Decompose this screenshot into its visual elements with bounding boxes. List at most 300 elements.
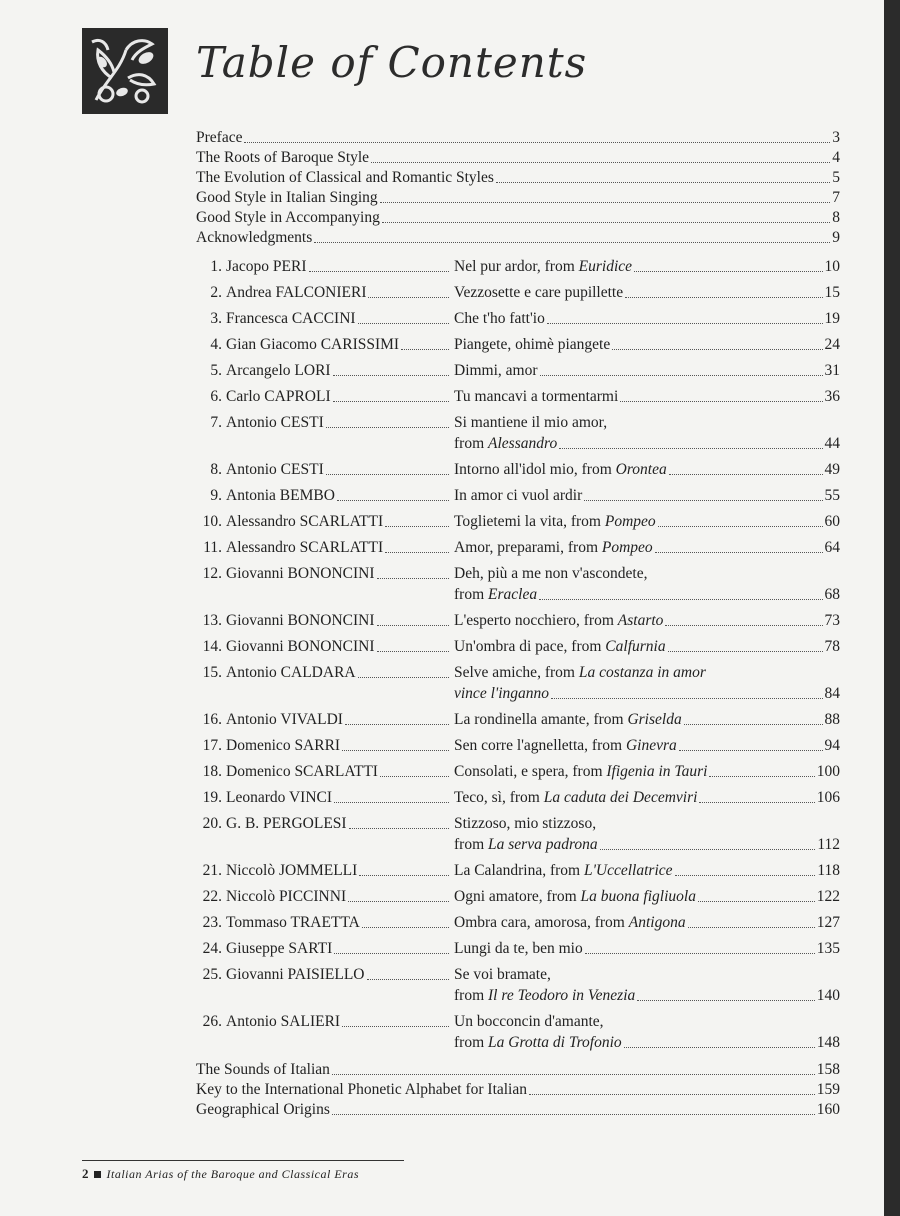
aria-page: 60: [824, 513, 840, 530]
aria-work-line: [454, 1032, 840, 1053]
aria-title: [454, 683, 549, 704]
aria-number: 21.: [202, 862, 222, 879]
aria-entry: [196, 787, 840, 808]
dot-leader: [337, 500, 449, 501]
aria-work: [454, 636, 840, 657]
dot-leader: [551, 698, 823, 699]
composer-name: Alessandro SCARLATTI: [226, 513, 384, 530]
aria-work-line: [454, 386, 840, 407]
aria-composer: [226, 761, 451, 782]
dot-leader: [358, 323, 449, 324]
dot-leader: [709, 776, 814, 777]
aria-title: [454, 610, 663, 631]
aria-work: [454, 662, 840, 704]
aria-work-line: [454, 282, 840, 303]
aria-work-line: [454, 610, 840, 631]
aria-page: 106: [816, 789, 840, 806]
dot-leader: [314, 242, 830, 243]
dot-leader: [401, 349, 449, 350]
aria-work-line: [454, 683, 840, 704]
aria-title: [454, 886, 696, 907]
aria-work-line: [454, 860, 840, 881]
dot-leader: [332, 1114, 815, 1115]
aria-number: 16.: [202, 711, 222, 728]
aria-work-line: [454, 735, 840, 756]
aria-composer: [226, 709, 451, 730]
aria-composer: [226, 360, 451, 381]
aria-title-text: from: [454, 987, 489, 1004]
aria-number: 11.: [203, 539, 222, 556]
aria-composer: [226, 938, 451, 959]
dot-leader: [333, 375, 449, 376]
aria-title-text: Un bocconcin d'amante,: [454, 1013, 604, 1030]
toc-entry-page: 3: [832, 129, 840, 146]
toc-entry-title: Good Style in Accompanying: [196, 209, 380, 226]
composer-name: Antonio CALDARA: [226, 664, 356, 681]
dot-leader: [529, 1094, 815, 1095]
opera-title: La buona figliuola: [580, 888, 696, 905]
dot-leader: [585, 953, 815, 954]
page-footer: [82, 1166, 359, 1182]
aria-composer: [226, 256, 451, 277]
aria-work: [454, 459, 840, 480]
aria-composer: [226, 610, 451, 631]
composer-name: Arcangelo LORI: [226, 362, 331, 379]
aria-title-text: Tu mancavi a tormentarmi: [454, 388, 619, 405]
aria-number: 1.: [210, 258, 222, 275]
aria-work-line: [454, 985, 840, 1006]
aria-work-line: [454, 433, 840, 454]
aria-title: [454, 485, 582, 506]
aria-number: 12.: [202, 565, 222, 582]
dot-leader: [367, 979, 450, 980]
dot-leader: [688, 927, 815, 928]
opera-title: Antigona: [628, 914, 686, 931]
aria-number: 8.: [210, 461, 222, 478]
dot-leader: [349, 828, 449, 829]
aria-work-line: [454, 412, 840, 433]
aria-page: 73: [824, 612, 840, 629]
opera-title: La caduta dei Decemviri: [543, 789, 698, 806]
toc-entry-page: 7: [832, 189, 840, 206]
composer-name: G. B. PERGOLESI: [226, 815, 347, 832]
dot-leader: [668, 651, 823, 652]
aria-composer: [226, 485, 451, 506]
aria-work-line: [454, 912, 840, 933]
composer-name: Antonio VIVALDI: [226, 711, 343, 728]
toc-entry-title: Good Style in Italian Singing: [196, 189, 378, 206]
aria-title-text: from: [454, 435, 489, 452]
aria-work: [454, 412, 840, 454]
opera-title: Astarto: [617, 612, 664, 629]
aria-page: 84: [824, 685, 840, 702]
aria-entry: [196, 886, 840, 907]
aria-work: [454, 386, 840, 407]
aria-title-text: Lungi da te, ben mio: [454, 940, 583, 957]
aria-entry: [196, 964, 840, 1006]
aria-entry: [196, 813, 840, 855]
aria-work: [454, 912, 840, 933]
aria-number: 26.: [202, 1013, 222, 1030]
aria-title: [454, 636, 666, 657]
composer-name: Niccolò PICCINNI: [226, 888, 347, 905]
aria-page: 94: [824, 737, 840, 754]
aria-work-line: [454, 834, 840, 855]
dot-leader: [342, 1026, 449, 1027]
aria-work-line: [454, 256, 840, 277]
toc-entry-page: 8: [832, 209, 840, 226]
aria-work: [454, 964, 840, 1006]
aria-number: 4.: [210, 336, 222, 353]
toc-entry-page: 159: [816, 1081, 840, 1098]
toc-entry-title: Geographical Origins: [196, 1101, 330, 1118]
aria-number: 24.: [202, 940, 222, 957]
aria-composer: [226, 886, 451, 907]
dot-leader: [665, 625, 822, 626]
aria-composer: [226, 787, 451, 808]
opera-title: La costanza in amor: [578, 664, 706, 681]
composer-name: Antonio SALIERI: [226, 1013, 341, 1030]
aria-page: 88: [824, 711, 840, 728]
aria-work: [454, 735, 840, 756]
toc-entry: [196, 148, 840, 168]
aria-title: [454, 282, 623, 303]
aria-work: [454, 511, 840, 532]
aria-entry: [196, 412, 840, 454]
aria-title: [454, 834, 598, 855]
aria-page: 55: [824, 487, 840, 504]
aria-entry: [196, 360, 840, 381]
opera-title: L'Uccellatrice: [583, 862, 673, 879]
aria-title-text: Teco, sì, from: [454, 789, 544, 806]
toc-entry-title: Acknowledgments: [196, 229, 313, 246]
aria-work: [454, 761, 840, 782]
toc-entry-title: Preface: [196, 129, 243, 146]
aria-title-text: from: [454, 1034, 489, 1051]
aria-entry: [196, 334, 840, 355]
aria-page: 31: [824, 362, 840, 379]
aria-work-line: [454, 485, 840, 506]
aria-composer: [226, 412, 451, 433]
front-matter-list: [196, 128, 840, 248]
aria-title: [454, 360, 538, 381]
aria-title-text: Stizzoso, mio stizzoso,: [454, 815, 597, 832]
aria-title: [454, 563, 647, 584]
aria-composer: [226, 386, 451, 407]
opera-title: Ifigenia in Tauri: [606, 763, 708, 780]
aria-composer: [226, 334, 451, 355]
aria-title: [454, 308, 545, 329]
aria-entry: [196, 636, 840, 657]
opera-title: Pompeo: [601, 539, 653, 556]
aria-composer: [226, 813, 451, 834]
dot-leader: [377, 651, 449, 652]
aria-number: 17.: [202, 737, 222, 754]
aria-title-text: Toglietemi la vita, from: [454, 513, 605, 530]
aria-work: [454, 610, 840, 631]
aria-title-text: Consolati, e spera, from: [454, 763, 607, 780]
aria-work: [454, 813, 840, 855]
aria-number: 13.: [202, 612, 222, 629]
aria-entry: [196, 563, 840, 605]
aria-title: [454, 735, 677, 756]
aria-title-text: In amor ci vuol ardir: [454, 487, 583, 504]
dot-leader: [309, 271, 449, 272]
aria-work: [454, 360, 840, 381]
aria-title: [454, 459, 667, 480]
dot-leader: [584, 500, 822, 501]
aria-entry: [196, 761, 840, 782]
aria-entry: [196, 938, 840, 959]
aria-entry: [196, 860, 840, 881]
aria-work: [454, 709, 840, 730]
aria-work: [454, 886, 840, 907]
aria-title: [454, 1032, 622, 1053]
dot-leader: [698, 901, 815, 902]
composer-name: Leonardo VINCI: [226, 789, 333, 806]
aria-title-text: Se voi bramate,: [454, 966, 551, 983]
aria-page: 49: [824, 461, 840, 478]
aria-title: [454, 662, 706, 683]
dot-leader: [382, 222, 830, 223]
composer-name: Domenico SARRI: [226, 737, 341, 754]
aria-title: [454, 985, 635, 1006]
dot-leader: [371, 162, 830, 163]
aria-page: 118: [817, 862, 840, 879]
aria-composer: [226, 912, 451, 933]
aria-work: [454, 282, 840, 303]
dot-leader: [334, 953, 449, 954]
aria-work-line: [454, 761, 840, 782]
aria-work: [454, 256, 840, 277]
footer-page-number: 2: [82, 1166, 89, 1181]
aria-number: 14.: [202, 638, 222, 655]
aria-title: [454, 912, 686, 933]
toc-entry: [196, 208, 840, 228]
composer-name: Giovanni BONONCINI: [226, 638, 375, 655]
aria-page: 148: [816, 1034, 840, 1051]
aria-page: 19: [824, 310, 840, 327]
aria-title-text: Che t'ho fatt'io: [454, 310, 545, 327]
aria-title-text: La rondinella amante, from: [454, 711, 628, 728]
aria-work-line: [454, 360, 840, 381]
aria-entry: [196, 485, 840, 506]
aria-work-line: [454, 938, 840, 959]
composer-name: Jacopo PERI: [226, 258, 307, 275]
aria-work-line: [454, 636, 840, 657]
aria-composer: [226, 964, 451, 985]
aria-number: 15.: [202, 664, 222, 681]
footer-rule: [82, 1160, 404, 1161]
opera-title: vince l'inganno: [454, 685, 549, 702]
aria-title: [454, 938, 583, 959]
dot-leader: [625, 297, 822, 298]
toc-entry-title: The Sounds of Italian: [196, 1061, 330, 1078]
aria-entry: [196, 511, 840, 532]
aria-title-text: Nel pur ardor, from: [454, 258, 579, 275]
aria-page: 78: [824, 638, 840, 655]
toc-entry: [196, 128, 840, 148]
dot-leader: [380, 202, 831, 203]
aria-title: [454, 386, 618, 407]
aria-work: [454, 1011, 840, 1053]
composer-name: Niccolò JOMMELLI: [226, 862, 358, 879]
dot-leader: [496, 182, 830, 183]
aria-work-line: [454, 886, 840, 907]
aria-composer: [226, 511, 451, 532]
opera-title: Il re Teodoro in Venezia: [488, 987, 636, 1004]
aria-entry: [196, 537, 840, 558]
aria-work: [454, 938, 840, 959]
composer-name: Antonio CESTI: [226, 414, 324, 431]
dot-leader: [348, 901, 449, 902]
dot-leader: [559, 448, 822, 449]
aria-title: [454, 964, 551, 985]
aria-number: 6.: [210, 388, 222, 405]
toc-entry-title: The Roots of Baroque Style: [196, 149, 370, 166]
aria-title-text: Piangete, ohimè piangete: [454, 336, 611, 353]
opera-title: La serva padrona: [488, 836, 598, 853]
aria-title-text: from: [454, 586, 489, 603]
composer-name: Domenico SCARLATTI: [226, 763, 378, 780]
aria-page: 15: [824, 284, 840, 301]
aria-work-line: [454, 537, 840, 558]
aria-composer: [226, 662, 451, 683]
aria-work: [454, 787, 840, 808]
aria-title-text: Selve amiche, from: [454, 664, 579, 681]
aria-page: 10: [824, 258, 840, 275]
aria-title: [454, 511, 656, 532]
aria-page: 112: [817, 836, 840, 853]
aria-number: 19.: [202, 789, 222, 806]
dot-leader: [658, 526, 823, 527]
aria-number: 25.: [202, 966, 222, 983]
composer-name: Francesca CACCINI: [226, 310, 356, 327]
aria-title: [454, 537, 653, 558]
aria-work-line: [454, 459, 840, 480]
aria-number: 3.: [210, 310, 222, 327]
composer-name: Giovanni BONONCINI: [226, 565, 375, 582]
aria-composer: [226, 282, 451, 303]
dot-leader: [624, 1047, 815, 1048]
aria-page: 135: [816, 940, 840, 957]
aria-work: [454, 485, 840, 506]
dot-leader: [334, 802, 449, 803]
aria-title: [454, 787, 697, 808]
aria-number: 2.: [210, 284, 222, 301]
aria-number: 9.: [210, 487, 222, 504]
aria-title: [454, 256, 632, 277]
aria-page: 24: [824, 336, 840, 353]
toc-entry: [196, 1080, 840, 1100]
aria-entry: [196, 912, 840, 933]
aria-title-text: Si mantiene il mio amor,: [454, 414, 608, 431]
aria-title-text: La Calandrina, from: [454, 862, 584, 879]
composer-name: Alessandro SCARLATTI: [226, 539, 384, 556]
dot-leader: [669, 474, 823, 475]
opera-title: Alessandro: [488, 435, 558, 452]
aria-title-text: Vezzosette e care pupillette: [454, 284, 624, 301]
aria-title: [454, 412, 607, 433]
composer-name: Antonio CESTI: [226, 461, 324, 478]
aria-title: [454, 860, 673, 881]
aria-work-line: [454, 964, 840, 985]
aria-title-text: Deh, più a me non v'ascondete,: [454, 565, 648, 582]
back-matter-list: [196, 1060, 840, 1120]
aria-entry: [196, 735, 840, 756]
toc-entry-page: 158: [816, 1061, 840, 1078]
dot-leader: [368, 297, 449, 298]
dot-leader: [612, 349, 822, 350]
aria-entry: [196, 662, 840, 704]
toc-entry-page: 9: [832, 229, 840, 246]
aria-title: [454, 813, 596, 834]
aria-page: 36: [824, 388, 840, 405]
toc-entry-page: 4: [832, 149, 840, 166]
aria-work-line: [454, 584, 840, 605]
opera-title: Calfurnia: [605, 638, 666, 655]
aria-number: 10.: [202, 513, 222, 530]
aria-work-line: [454, 334, 840, 355]
dot-leader: [326, 474, 449, 475]
aria-work-line: [454, 787, 840, 808]
aria-title: [454, 584, 537, 605]
aria-page: 140: [816, 987, 840, 1004]
dot-leader: [332, 1074, 815, 1075]
dot-leader: [637, 1000, 814, 1001]
aria-number: 22.: [202, 888, 222, 905]
aria-entry: [196, 610, 840, 631]
toc-entry-page: 160: [816, 1101, 840, 1118]
aria-page: 122: [816, 888, 840, 905]
aria-page: 64: [824, 539, 840, 556]
dot-leader: [377, 625, 449, 626]
dot-leader: [377, 578, 449, 579]
aria-composer: [226, 735, 451, 756]
aria-page: 100: [816, 763, 840, 780]
opera-title: Eraclea: [488, 586, 538, 603]
composer-name: Antonia BEMBO: [226, 487, 335, 504]
toc-entry: [196, 228, 840, 248]
aria-work-line: [454, 308, 840, 329]
toc-entry-title: The Evolution of Classical and Romantic Styles: [196, 169, 494, 186]
toc-entry: [196, 1060, 840, 1080]
aria-title: [454, 709, 682, 730]
opera-title: Ginevra: [625, 737, 677, 754]
aria-composer: [226, 563, 451, 584]
aria-entry: [196, 1011, 840, 1053]
aria-work: [454, 563, 840, 605]
aria-page: 44: [824, 435, 840, 452]
aria-work: [454, 308, 840, 329]
aria-title: [454, 761, 707, 782]
aria-work-line: [454, 813, 840, 834]
aria-entry: [196, 256, 840, 277]
aria-title-text: L'esperto nocchiero, from: [454, 612, 618, 629]
aria-composer: [226, 308, 451, 329]
toc-entry: [196, 188, 840, 208]
aria-title: [454, 433, 557, 454]
aria-title-text: from: [454, 836, 489, 853]
footer-book-title: Italian Arias of the Baroque and Classical Eras: [106, 1166, 360, 1181]
aria-title-text: Ogni amatore, from: [454, 888, 581, 905]
dot-leader: [385, 552, 449, 553]
dot-leader: [684, 724, 823, 725]
aria-composer: [226, 537, 451, 558]
composer-name: Giuseppe SARTI: [226, 940, 333, 957]
aria-composer: [226, 459, 451, 480]
toc-entry-title: Key to the International Phonetic Alphabet for Italian: [196, 1081, 527, 1098]
